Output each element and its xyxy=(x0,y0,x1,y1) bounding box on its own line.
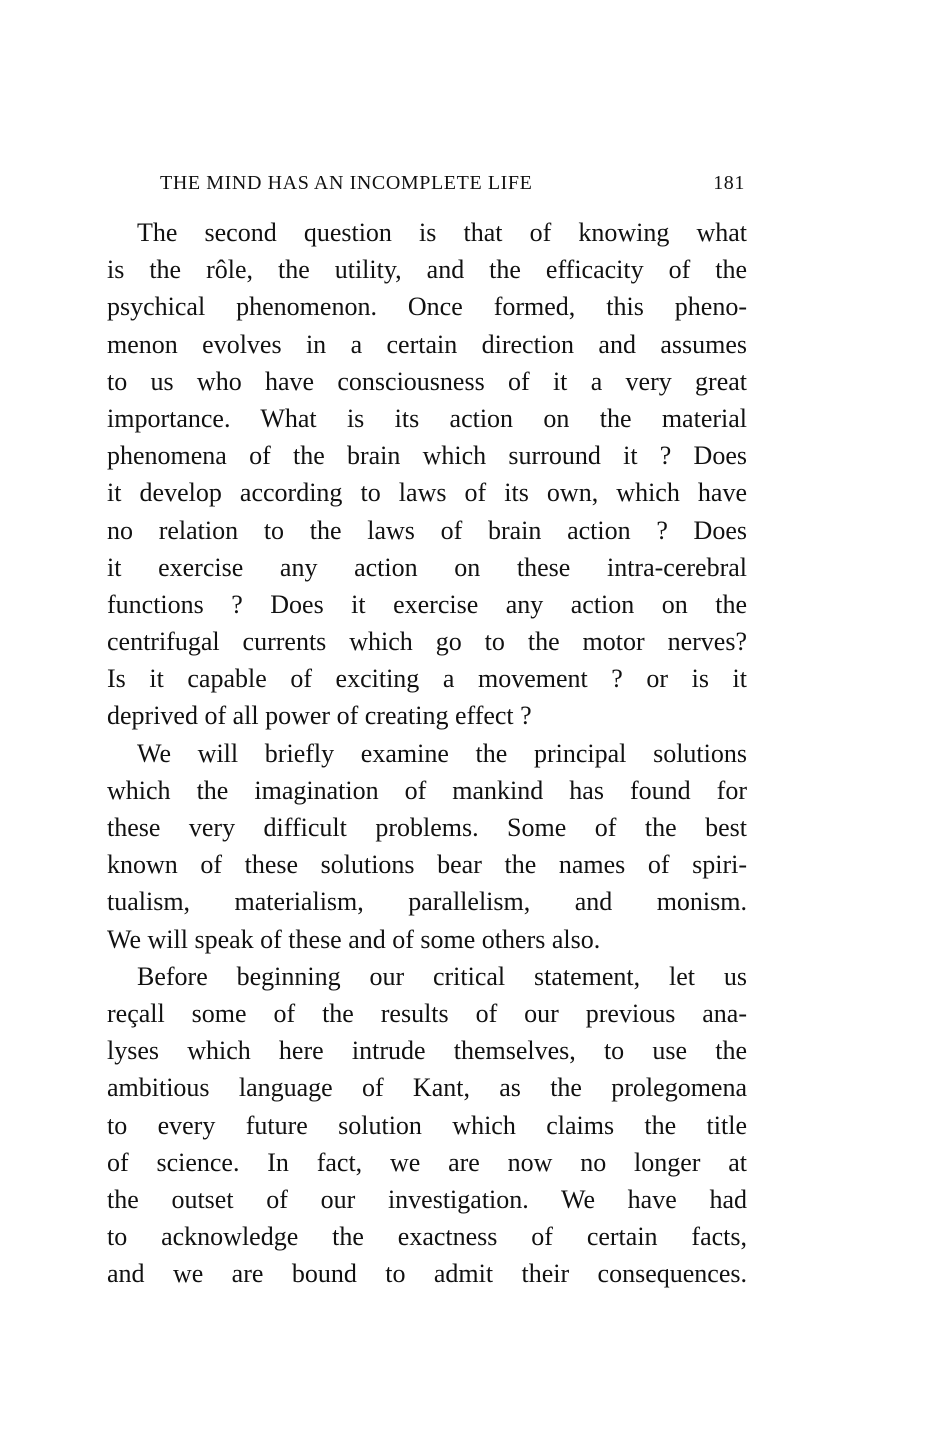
text-line: functions ? Does it exercise any action on the xyxy=(107,589,747,619)
running-head xyxy=(160,170,745,196)
text-line: is the rôle, the utility, and the efficacity of the xyxy=(107,255,747,285)
text-line: centrifugal currents which go to the motor nerves? xyxy=(107,627,747,657)
text-line: importance. What is its action on the material xyxy=(107,403,747,433)
text-line: which the imagination of mankind has found for xyxy=(107,775,747,805)
running-head-title: THE MIND HAS AN INCOMPLETE LIFE xyxy=(160,172,533,194)
text-line: to every future solution which claims the title xyxy=(107,1110,747,1140)
text-line: of science. In fact, we are now no longer at xyxy=(107,1147,747,1177)
text-line: We will speak of these and of some others also. xyxy=(107,924,601,954)
text-line: known of these solutions bear the names of spiri- xyxy=(107,850,747,880)
text-line: We will briefly examine the principal solutions xyxy=(137,738,747,768)
text-line: to acknowledge the exactness of certain facts, xyxy=(107,1222,747,1252)
body-text xyxy=(107,214,747,1292)
text-line: phenomena of the brain which surround it ? Does xyxy=(107,441,747,471)
text-line: to us who have consciousness of it a very great xyxy=(107,366,747,396)
paragraph xyxy=(107,735,747,958)
text-line: these very difficult problems. Some of the best xyxy=(107,813,747,842)
text-line: ambitious language of Kant, as the prolegomena xyxy=(107,1073,747,1103)
text-line: The second question is that of knowing what xyxy=(137,218,747,247)
paragraph xyxy=(107,214,747,735)
text-line: reçall some of the results of our previous ana- xyxy=(107,998,747,1028)
text-line: deprived of all power of creating effect ? xyxy=(107,701,532,731)
text-line: tualism, materialism, parallelism, and monism. xyxy=(107,887,747,917)
text-line: the outset of our investigation. We have had xyxy=(107,1184,747,1214)
text-line: and we are bound to admit their consequences. xyxy=(107,1259,747,1289)
text-line: Is it capable of exciting a movement ? or is it xyxy=(107,664,747,694)
page-number: 181 xyxy=(713,172,745,194)
text-line: it exercise any action on these intra-cerebral xyxy=(107,552,747,582)
text-line: lyses which here intrude themselves, to use the xyxy=(107,1036,747,1066)
text-line: it develop according to laws of its own, which have xyxy=(107,478,747,508)
text-line: menon evolves in a certain direction and assumes xyxy=(107,329,747,359)
paragraph xyxy=(107,958,747,1293)
text-line: Before beginning our critical statement, let us xyxy=(137,961,747,991)
text-line: no relation to the laws of brain action ? Does xyxy=(107,515,747,545)
text-line: psychical phenomenon. Once formed, this pheno- xyxy=(107,292,747,322)
